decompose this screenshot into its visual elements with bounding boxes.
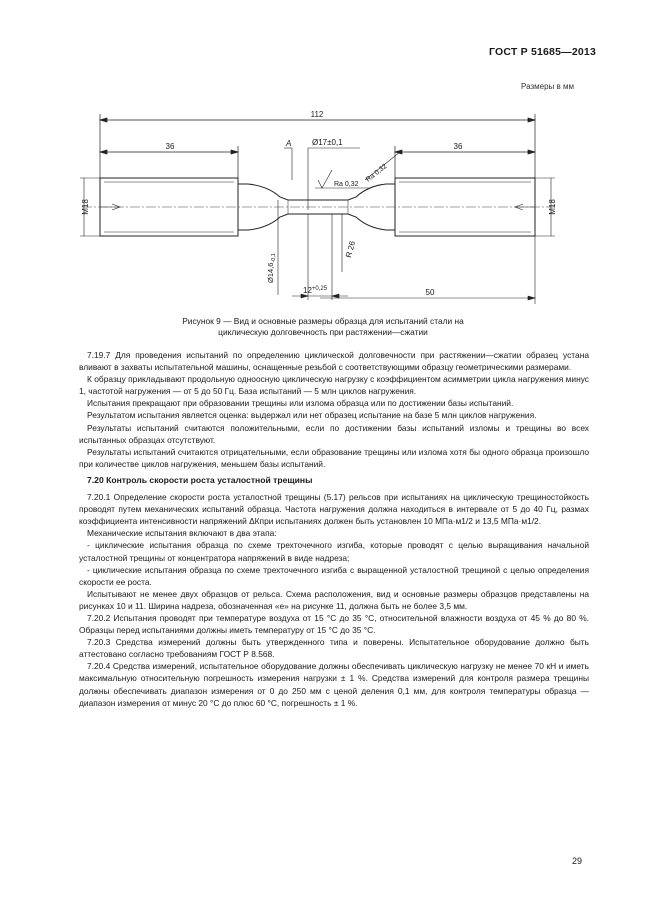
dim-gauge-length: $12^{+0,25}$ (303, 286, 328, 295)
dim-radius: R 26 (344, 240, 358, 259)
paragraph-negative: Результаты испытаний считаются отрицательными, если образование трещины или излома хотя бы одного образца произошло при количестве циклов нагружения, меньшем базы испытаний. (79, 446, 589, 469)
paragraph-7-20-1: 7.20.1 Определение скорости роста усталостной трещины (5.17) рельсов при испытаниях на циклическую трещиностойкость проводят путем механических испытаний образца. Частота нагружения должна находиться в интервале от 5 до 40 Гц, размах коэффициента интенсивности напряжений ΔКпри испытаниях должен быть установлен 10 МПа·м1/2 и 13,5 МПа·м1/2. (79, 492, 589, 527)
paragraph-stages: Механические испытания включают в два этапа: (87, 528, 277, 539)
section-a-label: A (286, 139, 292, 148)
dim-overall: 112 (310, 110, 324, 119)
document-body (79, 349, 589, 709)
dim-gauge-min-diameter: $Ø14,6_{-0,1}$ (266, 253, 277, 283)
paragraph-stop: Испытания прекращают при образовании трещины или излома образца или по достижении базы испытаний. (87, 398, 514, 409)
page-number: 29 (571, 856, 582, 866)
dim-gauge-length-tol: +0,25 (311, 286, 328, 292)
section-title-7-20: 7.20 Контроль скорости роста усталостной трещины (87, 474, 313, 485)
standard-code: ГОСТ Р 51685—2013 (488, 46, 596, 58)
roughness-mark-1: Ra 0,32 (334, 181, 359, 188)
right-thread-dimension (395, 146, 535, 178)
dim-right-part-len: 50 (425, 288, 435, 297)
roughness-mark-2: Ra 0,32 (364, 162, 389, 184)
caption-line-2: циклическую долговечность при растяжении—сжатии (218, 327, 428, 337)
dim-gauge-diameter: Ø17±0,1 (312, 138, 343, 147)
paragraph-result: Результатом испытания является оценка: выдержал или нет образец испытание на базе 5 млн циклов нагружения. (87, 410, 537, 421)
paragraph-7-20-4: 7.20.4 Средства измерений, испытательное оборудование должны обеспечивать циклическую нагрузку не менее 70 кН и иметь максимальную относительную погрешность измерения нагрузки ± 1 %. Средства измерений для контроля размера трещины должны обеспечивать диапазон измерения от 0 до 250 мм с ценой деления 0,1 мм, для контроля температуры образца — диапазон измерения от минус 20 °С до плюс 60 °С, погрешность ± 1 %. (79, 661, 589, 708)
figure-caption (80, 316, 566, 338)
dim-gauge-min-tol: -0,1 (271, 253, 277, 263)
paragraph-7-20-3: 7.20.3 Средства измерений должны быть утвержденного типа и поверены. Испытательное оборудование должно быть аттестовано согласно требованиям ГОСТ Р 8.568. (79, 637, 589, 660)
dim-left-thread: M18 (81, 199, 90, 215)
dim-right-thread-len: 36 (453, 142, 463, 151)
paragraph-samples: Испытывают не менее двух образцов от рельса. Схема расположения, вид и основные размеры образцов представлены на рисунках 10 и 11. Ширина надреза, обозначенная «е» на рисунке 11, должна быть не более 3,5 мм. (79, 588, 589, 611)
dim-left-thread-len: 36 (165, 142, 175, 151)
paragraph-7-19-7: 7.19.7 Для проведения испытаний по определению циклической долговечности при растяжении—сжатии образец устана вливают в захваты испытательной машины, оснащенные резьбой с соответствующими образцу геометрическими размерами. (79, 350, 589, 373)
dim-right-thread: M18 (548, 199, 557, 215)
dimensions-note: Размеры в мм (521, 82, 574, 91)
paragraph-load: К образцу прикладывают продольную одноосную циклическую нагрузку с коэффициентом асимметрии цикла нагружения минус 1, частотой нагружения — от 5 до 50 Гц. База испытаний — 5 млн циклов нагружения. (79, 374, 589, 397)
paragraph-positive: Результаты испытаний считаются положительными, если по достижении базы испытаний изломы и трещины во всех испытанных образцах отсутствуют. (79, 422, 589, 445)
paragraph-7-20-2: 7.20.2 Испытания проводят при температуре воздуха от 15 °С до 35 °С, относительной влажности воздуха от 45 % до 80 %. Образцы перед испытаниями должны иметь температуру от 15 °С до 35 °С. (79, 612, 589, 636)
specimen-drawing (70, 100, 570, 310)
paragraph-stage-2: - циклические испытания образца по схеме трехточечного изгиба с выращенной усталостной трещиной с целью определения скорости ее роста. (79, 564, 589, 587)
paragraph-stage-1: - циклические испытания образца по схеме трехточечного изгиба, которые проводят с целью выращивания начальной усталостной трещины от концентратора напряжений в виде надреза; (79, 540, 589, 563)
caption-line-1: Рисунок 9 — Вид и основные размеры образца для испытаний стали на (182, 316, 464, 326)
